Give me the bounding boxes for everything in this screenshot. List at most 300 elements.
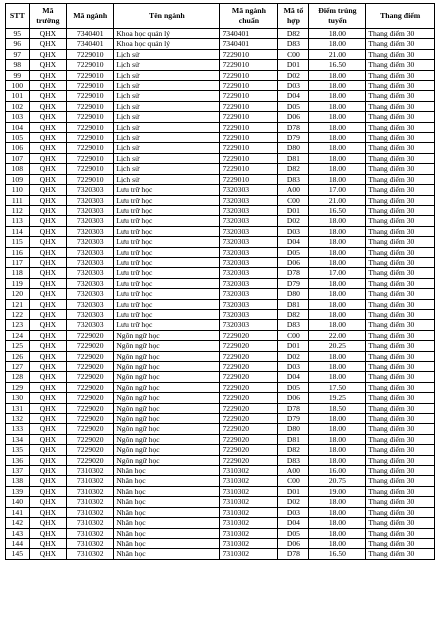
cell-stt: 106 xyxy=(6,143,30,153)
table-row xyxy=(6,518,435,528)
cell-standard-major-code: 7229010 xyxy=(220,60,278,70)
cell-school-code: QHX xyxy=(29,205,67,215)
table-row xyxy=(6,101,435,111)
cell-major-code: 7229010 xyxy=(67,49,114,59)
cell-school-code: QHX xyxy=(29,289,67,299)
cell-stt: 107 xyxy=(6,153,30,163)
cell-cutoff-score: 19.25 xyxy=(309,393,366,403)
cell-score-scale: Thang điểm 30 xyxy=(366,466,435,476)
cell-cutoff-score: 18.00 xyxy=(309,289,366,299)
cell-subject-group: D78 xyxy=(278,549,309,559)
cell-standard-major-code: 7229020 xyxy=(220,403,278,413)
table-row xyxy=(6,164,435,174)
table-row xyxy=(6,143,435,153)
cell-cutoff-score: 16.50 xyxy=(309,60,366,70)
cell-stt: 126 xyxy=(6,351,30,361)
cell-cutoff-score: 17.00 xyxy=(309,268,366,278)
cell-subject-group: D80 xyxy=(278,289,309,299)
cell-school-code: QHX xyxy=(29,351,67,361)
cell-score-scale: Thang điểm 30 xyxy=(366,518,435,528)
cell-school-code: QHX xyxy=(29,133,67,143)
table-row xyxy=(6,455,435,465)
cell-major-name: Lưu trữ học xyxy=(114,247,220,257)
cell-score-scale: Thang điểm 30 xyxy=(366,486,435,496)
cell-stt: 119 xyxy=(6,278,30,288)
cell-subject-group: C00 xyxy=(278,330,309,340)
cell-stt: 96 xyxy=(6,39,30,49)
cell-major-code: 7320303 xyxy=(67,268,114,278)
cell-standard-major-code: 7320303 xyxy=(220,299,278,309)
cell-score-scale: Thang điểm 30 xyxy=(366,414,435,424)
table-row xyxy=(6,382,435,392)
cell-cutoff-score: 18.00 xyxy=(309,91,366,101)
cell-subject-group: D04 xyxy=(278,518,309,528)
cell-school-code: QHX xyxy=(29,29,67,39)
cell-stt: 136 xyxy=(6,455,30,465)
cell-major-code: 7229010 xyxy=(67,101,114,111)
cell-major-code: 7320303 xyxy=(67,205,114,215)
cell-standard-major-code: 7320303 xyxy=(220,185,278,195)
cell-score-scale: Thang điểm 30 xyxy=(366,351,435,361)
table-row xyxy=(6,445,435,455)
cell-major-name: Lưu trữ học xyxy=(114,237,220,247)
cell-major-code: 7320303 xyxy=(67,226,114,236)
cell-score-scale: Thang điểm 30 xyxy=(366,393,435,403)
cell-school-code: QHX xyxy=(29,143,67,153)
cell-cutoff-score: 18.00 xyxy=(309,351,366,361)
cell-subject-group: D82 xyxy=(278,309,309,319)
cell-major-name: Nhân học xyxy=(114,497,220,507)
cell-school-code: QHX xyxy=(29,486,67,496)
cell-school-code: QHX xyxy=(29,216,67,226)
cell-cutoff-score: 18.00 xyxy=(309,320,366,330)
cell-cutoff-score: 18.00 xyxy=(309,362,366,372)
cell-standard-major-code: 7320303 xyxy=(220,257,278,267)
cell-stt: 111 xyxy=(6,195,30,205)
cell-cutoff-score: 22.00 xyxy=(309,330,366,340)
cell-standard-major-code: 7229010 xyxy=(220,174,278,184)
cell-subject-group: D79 xyxy=(278,278,309,288)
table-row xyxy=(6,466,435,476)
cell-subject-group: D05 xyxy=(278,247,309,257)
cell-stt: 128 xyxy=(6,372,30,382)
cell-school-code: QHX xyxy=(29,237,67,247)
cell-stt: 145 xyxy=(6,549,30,559)
cell-major-name: Ngôn ngữ học xyxy=(114,424,220,434)
cell-stt: 135 xyxy=(6,445,30,455)
cell-major-code: 7229010 xyxy=(67,81,114,91)
cell-cutoff-score: 16.00 xyxy=(309,466,366,476)
table-row xyxy=(6,112,435,122)
cell-score-scale: Thang điểm 30 xyxy=(366,476,435,486)
cell-subject-group: D05 xyxy=(278,101,309,111)
cell-score-scale: Thang điểm 30 xyxy=(366,70,435,80)
cell-stt: 133 xyxy=(6,424,30,434)
cell-subject-group: D83 xyxy=(278,455,309,465)
cell-subject-group: C00 xyxy=(278,195,309,205)
cell-cutoff-score: 18.00 xyxy=(309,122,366,132)
cell-standard-major-code: 7229010 xyxy=(220,49,278,59)
cell-major-code: 7229020 xyxy=(67,393,114,403)
cell-stt: 97 xyxy=(6,49,30,59)
cell-major-code: 7229020 xyxy=(67,351,114,361)
table-row xyxy=(6,309,435,319)
table-row xyxy=(6,226,435,236)
cell-standard-major-code: 7229010 xyxy=(220,122,278,132)
table-body xyxy=(6,29,435,560)
cell-score-scale: Thang điểm 30 xyxy=(366,101,435,111)
cell-subject-group: A00 xyxy=(278,466,309,476)
cell-score-scale: Thang điểm 30 xyxy=(366,226,435,236)
table-row xyxy=(6,507,435,517)
table-row xyxy=(6,372,435,382)
cell-major-name: Lịch sử xyxy=(114,133,220,143)
cell-standard-major-code: 7229010 xyxy=(220,143,278,153)
cell-school-code: QHX xyxy=(29,247,67,257)
cell-score-scale: Thang điểm 30 xyxy=(366,205,435,215)
cell-subject-group: D78 xyxy=(278,122,309,132)
cell-score-scale: Thang điểm 30 xyxy=(366,538,435,548)
table-row xyxy=(6,330,435,340)
cell-major-name: Lưu trữ học xyxy=(114,320,220,330)
cell-stt: 114 xyxy=(6,226,30,236)
cell-cutoff-score: 18.00 xyxy=(309,414,366,424)
cell-stt: 112 xyxy=(6,205,30,215)
cell-major-code: 7229010 xyxy=(67,164,114,174)
table-row xyxy=(6,341,435,351)
cell-school-code: QHX xyxy=(29,70,67,80)
cell-cutoff-score: 18.00 xyxy=(309,299,366,309)
cell-subject-group: D82 xyxy=(278,445,309,455)
cell-standard-major-code: 7320303 xyxy=(220,237,278,247)
cell-score-scale: Thang điểm 30 xyxy=(366,455,435,465)
cell-standard-major-code: 7310302 xyxy=(220,486,278,496)
cell-stt: 130 xyxy=(6,393,30,403)
table-row xyxy=(6,122,435,132)
cell-major-code: 7229020 xyxy=(67,330,114,340)
cell-stt: 113 xyxy=(6,216,30,226)
cell-cutoff-score: 18.00 xyxy=(309,278,366,288)
cell-major-name: Nhân học xyxy=(114,466,220,476)
cell-subject-group: D03 xyxy=(278,226,309,236)
cell-major-code: 7310302 xyxy=(67,486,114,496)
cell-cutoff-score: 18.00 xyxy=(309,445,366,455)
cell-standard-major-code: 7229010 xyxy=(220,101,278,111)
cell-standard-major-code: 7320303 xyxy=(220,195,278,205)
cell-major-code: 7229020 xyxy=(67,403,114,413)
cell-standard-major-code: 7229020 xyxy=(220,362,278,372)
cell-stt: 125 xyxy=(6,341,30,351)
cell-score-scale: Thang điểm 30 xyxy=(366,434,435,444)
cell-school-code: QHX xyxy=(29,49,67,59)
cell-major-code: 7320303 xyxy=(67,299,114,309)
cell-cutoff-score: 18.00 xyxy=(309,153,366,163)
cell-subject-group: A00 xyxy=(278,185,309,195)
cell-cutoff-score: 18.00 xyxy=(309,372,366,382)
cell-major-name: Lịch sử xyxy=(114,91,220,101)
cell-major-name: Lịch sử xyxy=(114,112,220,122)
cell-major-name: Lịch sử xyxy=(114,153,220,163)
cell-stt: 110 xyxy=(6,185,30,195)
cell-school-code: QHX xyxy=(29,466,67,476)
cell-major-code: 7229010 xyxy=(67,153,114,163)
cell-major-code: 7340401 xyxy=(67,39,114,49)
cell-stt: 124 xyxy=(6,330,30,340)
cell-score-scale: Thang điểm 30 xyxy=(366,122,435,132)
cell-standard-major-code: 7229020 xyxy=(220,341,278,351)
cell-subject-group: D04 xyxy=(278,237,309,247)
cell-subject-group: D01 xyxy=(278,341,309,351)
cell-school-code: QHX xyxy=(29,122,67,132)
cell-major-code: 7229010 xyxy=(67,70,114,80)
cell-school-code: QHX xyxy=(29,445,67,455)
cell-score-scale: Thang điểm 30 xyxy=(366,164,435,174)
table-row xyxy=(6,497,435,507)
table-row xyxy=(6,424,435,434)
cell-standard-major-code: 7229020 xyxy=(220,330,278,340)
table-row xyxy=(6,434,435,444)
cell-score-scale: Thang điểm 30 xyxy=(366,268,435,278)
cell-stt: 131 xyxy=(6,403,30,413)
col-header-stt: STT xyxy=(6,4,30,29)
cell-standard-major-code: 7340401 xyxy=(220,29,278,39)
cell-major-name: Lịch sử xyxy=(114,70,220,80)
cell-major-code: 7229020 xyxy=(67,414,114,424)
cell-standard-major-code: 7310302 xyxy=(220,528,278,538)
cell-school-code: QHX xyxy=(29,424,67,434)
cell-score-scale: Thang điểm 30 xyxy=(366,39,435,49)
cell-subject-group: D02 xyxy=(278,70,309,80)
col-header-major-code: Mã ngành xyxy=(67,4,114,29)
table-row xyxy=(6,538,435,548)
cell-major-name: Ngôn ngữ học xyxy=(114,393,220,403)
cell-standard-major-code: 7229020 xyxy=(220,382,278,392)
table-row xyxy=(6,351,435,361)
cell-cutoff-score: 16.50 xyxy=(309,205,366,215)
cell-cutoff-score: 18.00 xyxy=(309,247,366,257)
cell-score-scale: Thang điểm 30 xyxy=(366,341,435,351)
cell-school-code: QHX xyxy=(29,362,67,372)
cell-subject-group: D02 xyxy=(278,351,309,361)
table-row xyxy=(6,320,435,330)
cell-cutoff-score: 20.75 xyxy=(309,476,366,486)
cell-major-name: Ngôn ngữ học xyxy=(114,330,220,340)
cell-score-scale: Thang điểm 30 xyxy=(366,81,435,91)
cell-major-name: Lịch sử xyxy=(114,174,220,184)
cell-score-scale: Thang điểm 30 xyxy=(366,320,435,330)
cell-major-name: Lịch sử xyxy=(114,143,220,153)
cell-major-name: Lịch sử xyxy=(114,60,220,70)
table-row xyxy=(6,278,435,288)
cell-score-scale: Thang điểm 30 xyxy=(366,372,435,382)
cell-subject-group: D82 xyxy=(278,164,309,174)
cell-subject-group: D06 xyxy=(278,538,309,548)
cell-stt: 120 xyxy=(6,289,30,299)
table-row xyxy=(6,81,435,91)
cell-major-code: 7320303 xyxy=(67,247,114,257)
cell-standard-major-code: 7320303 xyxy=(220,309,278,319)
table-row xyxy=(6,476,435,486)
table-row xyxy=(6,237,435,247)
cell-standard-major-code: 7320303 xyxy=(220,216,278,226)
cell-stt: 101 xyxy=(6,91,30,101)
cell-school-code: QHX xyxy=(29,403,67,413)
cell-major-code: 7310302 xyxy=(67,538,114,548)
table-row xyxy=(6,216,435,226)
cell-standard-major-code: 7310302 xyxy=(220,549,278,559)
cell-subject-group: D01 xyxy=(278,60,309,70)
cell-major-code: 7310302 xyxy=(67,528,114,538)
table-row xyxy=(6,257,435,267)
cell-major-name: Ngôn ngữ học xyxy=(114,445,220,455)
cell-major-code: 7229010 xyxy=(67,91,114,101)
cell-stt: 123 xyxy=(6,320,30,330)
cell-stt: 99 xyxy=(6,70,30,80)
cell-subject-group: D83 xyxy=(278,174,309,184)
cell-school-code: QHX xyxy=(29,174,67,184)
cell-school-code: QHX xyxy=(29,257,67,267)
table-row xyxy=(6,299,435,309)
cell-cutoff-score: 16.50 xyxy=(309,549,366,559)
cell-stt: 142 xyxy=(6,518,30,528)
cell-school-code: QHX xyxy=(29,299,67,309)
cell-cutoff-score: 18.00 xyxy=(309,518,366,528)
cell-major-name: Lưu trữ học xyxy=(114,185,220,195)
cell-score-scale: Thang điểm 30 xyxy=(366,216,435,226)
cell-school-code: QHX xyxy=(29,185,67,195)
cell-score-scale: Thang điểm 30 xyxy=(366,257,435,267)
cell-stt: 95 xyxy=(6,29,30,39)
cell-major-code: 7229020 xyxy=(67,362,114,372)
cell-major-name: Nhân học xyxy=(114,486,220,496)
cell-standard-major-code: 7320303 xyxy=(220,278,278,288)
cell-major-name: Lịch sử xyxy=(114,101,220,111)
cell-subject-group: D81 xyxy=(278,434,309,444)
cell-school-code: QHX xyxy=(29,278,67,288)
cell-stt: 115 xyxy=(6,237,30,247)
cell-major-code: 7229010 xyxy=(67,174,114,184)
cell-standard-major-code: 7229010 xyxy=(220,153,278,163)
cell-major-code: 7310302 xyxy=(67,476,114,486)
cell-score-scale: Thang điểm 30 xyxy=(366,247,435,257)
cell-school-code: QHX xyxy=(29,195,67,205)
cell-score-scale: Thang điểm 30 xyxy=(366,174,435,184)
cell-major-code: 7229010 xyxy=(67,122,114,132)
cell-major-code: 7310302 xyxy=(67,497,114,507)
cell-standard-major-code: 7310302 xyxy=(220,466,278,476)
cell-subject-group: D81 xyxy=(278,153,309,163)
cell-major-name: Lịch sử xyxy=(114,49,220,59)
cell-major-name: Ngôn ngữ học xyxy=(114,351,220,361)
table-row xyxy=(6,268,435,278)
cell-standard-major-code: 7320303 xyxy=(220,226,278,236)
cell-stt: 140 xyxy=(6,497,30,507)
cell-school-code: QHX xyxy=(29,81,67,91)
cell-stt: 129 xyxy=(6,382,30,392)
cell-school-code: QHX xyxy=(29,153,67,163)
cell-major-name: Ngôn ngữ học xyxy=(114,372,220,382)
cell-standard-major-code: 7320303 xyxy=(220,320,278,330)
table-row xyxy=(6,133,435,143)
cell-score-scale: Thang điểm 30 xyxy=(366,549,435,559)
table-row xyxy=(6,185,435,195)
cell-score-scale: Thang điểm 30 xyxy=(366,60,435,70)
table-row xyxy=(6,486,435,496)
cell-major-name: Khoa học quản lý xyxy=(114,39,220,49)
cell-stt: 103 xyxy=(6,112,30,122)
cell-cutoff-score: 18.00 xyxy=(309,226,366,236)
cell-school-code: QHX xyxy=(29,538,67,548)
cell-standard-major-code: 7229010 xyxy=(220,81,278,91)
cell-subject-group: D06 xyxy=(278,112,309,122)
cell-cutoff-score: 18.00 xyxy=(309,455,366,465)
cell-cutoff-score: 18.00 xyxy=(309,237,366,247)
cell-major-code: 7310302 xyxy=(67,466,114,476)
cell-school-code: QHX xyxy=(29,91,67,101)
cell-standard-major-code: 7229010 xyxy=(220,133,278,143)
admission-score-sheet xyxy=(5,3,435,560)
cell-cutoff-score: 17.00 xyxy=(309,185,366,195)
cell-school-code: QHX xyxy=(29,476,67,486)
cell-subject-group: D01 xyxy=(278,205,309,215)
cell-school-code: QHX xyxy=(29,393,67,403)
col-header-school-code: Mã trường xyxy=(29,4,67,29)
cell-standard-major-code: 7229010 xyxy=(220,91,278,101)
cell-major-name: Ngôn ngữ học xyxy=(114,455,220,465)
table-row xyxy=(6,403,435,413)
cell-cutoff-score: 18.00 xyxy=(309,257,366,267)
cell-standard-major-code: 7229020 xyxy=(220,455,278,465)
col-header-standard-major-code: Mã ngành chuẩn xyxy=(220,4,278,29)
cell-stt: 144 xyxy=(6,538,30,548)
cell-school-code: QHX xyxy=(29,455,67,465)
col-header-cutoff-score: Điểm trúng tuyển xyxy=(309,4,366,29)
cell-major-name: Lưu trữ học xyxy=(114,278,220,288)
cell-stt: 137 xyxy=(6,466,30,476)
cell-major-name: Lưu trữ học xyxy=(114,309,220,319)
cell-major-code: 7320303 xyxy=(67,237,114,247)
cell-cutoff-score: 21.00 xyxy=(309,195,366,205)
cell-cutoff-score: 18.00 xyxy=(309,434,366,444)
cell-standard-major-code: 7310302 xyxy=(220,497,278,507)
cell-school-code: QHX xyxy=(29,382,67,392)
cell-cutoff-score: 18.00 xyxy=(309,101,366,111)
cell-major-code: 7310302 xyxy=(67,518,114,528)
cell-major-name: Lưu trữ học xyxy=(114,195,220,205)
cell-major-name: Ngôn ngữ học xyxy=(114,403,220,413)
cell-school-code: QHX xyxy=(29,164,67,174)
cell-score-scale: Thang điểm 30 xyxy=(366,49,435,59)
cell-score-scale: Thang điểm 30 xyxy=(366,497,435,507)
cell-standard-major-code: 7229020 xyxy=(220,372,278,382)
cell-standard-major-code: 7229020 xyxy=(220,351,278,361)
cell-stt: 104 xyxy=(6,122,30,132)
cell-major-name: Ngôn ngữ học xyxy=(114,414,220,424)
header-row xyxy=(6,4,435,29)
cell-cutoff-score: 18.00 xyxy=(309,528,366,538)
cell-stt: 121 xyxy=(6,299,30,309)
cell-subject-group: D79 xyxy=(278,414,309,424)
cell-score-scale: Thang điểm 30 xyxy=(366,382,435,392)
cell-major-code: 7229020 xyxy=(67,341,114,351)
cell-cutoff-score: 18.00 xyxy=(309,81,366,91)
cell-stt: 132 xyxy=(6,414,30,424)
table-row xyxy=(6,70,435,80)
cell-subject-group: D01 xyxy=(278,486,309,496)
cell-subject-group: D03 xyxy=(278,362,309,372)
table-row xyxy=(6,205,435,215)
cell-cutoff-score: 18.50 xyxy=(309,403,366,413)
